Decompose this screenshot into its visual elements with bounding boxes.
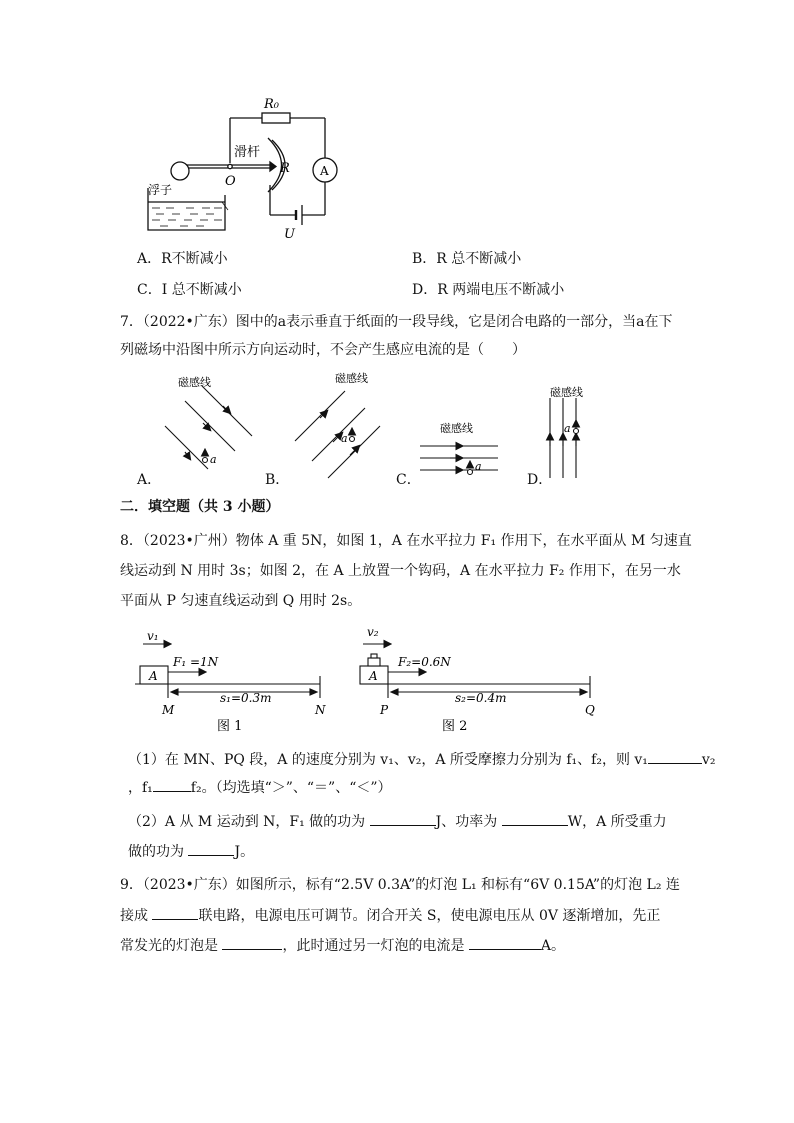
q7-stem-line2: 列磁场中沿图中所示方向运动时，不会产生感应电流的是（ ） — [120, 342, 526, 358]
fig1-end: N — [315, 703, 326, 717]
q8-stem-line1: 8．（2023•广州）物体 A 重 5N，如图 1，A 在水平拉力 F₁ 作用下，在水平面从 M 匀速直 — [120, 533, 692, 549]
q7-option-a[interactable]: A． — [137, 472, 162, 488]
answer-blank-power[interactable] — [502, 811, 568, 826]
fig1-f: F₁ =1N — [173, 655, 219, 669]
q8-stem-line3: 平面从 P 匀速直线运动到 Q 用时 2s。 — [120, 593, 362, 609]
q8-figures — [135, 622, 615, 742]
q9-stem-line1: 9．（2023•广东）如图所示，标有“2.5V 0.3A”的灯泡 L₁ 和标有“6V 0.15A”的灯泡 L₂ 连 — [120, 877, 680, 893]
fig2-start: P — [380, 703, 389, 717]
q6-option-a[interactable]: A．R不断减小 — [137, 251, 228, 267]
float-label: 浮子 — [148, 183, 173, 197]
fig2-f: F₂=0.6N — [398, 655, 451, 669]
answer-blank-current[interactable] — [469, 935, 541, 950]
wire-label-d: a — [564, 422, 571, 435]
wire-label-a: a — [210, 453, 217, 466]
q6-option-b[interactable]: B．R 总不断减小 — [412, 251, 522, 267]
fig2-block: A — [369, 669, 378, 683]
fig2-caption: 图 2 — [442, 719, 468, 734]
r-label: R — [280, 161, 290, 176]
q6-option-c[interactable]: C．I 总不断减小 — [137, 282, 242, 298]
q7-option-d[interactable]: D． — [527, 472, 553, 488]
q8-part2-line2: 做的功为 J。 — [128, 841, 254, 862]
field-label-c: 磁感线 — [440, 422, 473, 435]
voltage-label: U — [284, 227, 295, 242]
slider-label: 滑杆 — [234, 145, 261, 160]
fig1-caption: 图 1 — [217, 719, 243, 734]
q7-option-b[interactable]: B． — [265, 472, 290, 488]
fig1-v: v₁ — [147, 629, 159, 643]
fig1-s: s₁=0.3m — [220, 691, 272, 705]
q8-part2-line1: （2）A 从 M 运动到 N，F₁ 做的功为 J、功率为 W，A 所受重力 — [128, 811, 667, 832]
section-heading: 二．填空题（共 3 小题） — [120, 499, 280, 515]
wire-label-c: a — [475, 460, 482, 473]
circuit-diagram — [130, 90, 360, 250]
answer-blank-bulb[interactable] — [222, 935, 282, 950]
fig2-end: Q — [585, 703, 595, 717]
q9-stem-line3: 常发光的灯泡是 ，此时通过另一灯泡的电流是 A。 — [120, 935, 565, 956]
q8-stem-line2: 线运动到 N 用时 3s；如图 2，在 A 上放置一个钩码，A 在水平拉力 F₂ 作用下，在另一水 — [120, 563, 681, 579]
answer-blank-gravity-work[interactable] — [188, 841, 234, 856]
answer-blank-f[interactable] — [153, 777, 191, 792]
field-label-d: 磁感线 — [550, 386, 583, 399]
fig2-v: v₂ — [367, 625, 379, 639]
answer-blank-circuit-type[interactable] — [152, 905, 198, 920]
answer-blank-v[interactable] — [648, 749, 702, 764]
field-label-a: 磁感线 — [178, 376, 211, 389]
answer-blank-work[interactable] — [370, 811, 436, 826]
q7-stem-line1: 7．（2022•广东）图中的a表示垂直于纸面的一段导线，它是闭合电路的一部分，当a在下 — [120, 314, 673, 330]
pivot-label: O — [225, 174, 236, 189]
q8-part1-line2: ，f₁ f₂。（均选填“＞”、“＝”、“＜”） — [128, 777, 392, 798]
q9-stem-line2: 接成 联电路，电源电压可调节。闭合开关 S，使电源电压从 0V 逐渐增加，先正 — [120, 905, 660, 926]
q8-part1-line1: （1）在 MN、PQ 段，A 的速度分别为 v₁、v₂，A 所受摩擦力分别为 f₁、f₂，则 v₁ v₂ — [128, 749, 715, 770]
fig1-block: A — [149, 669, 158, 683]
q7-option-c[interactable]: C． — [396, 472, 421, 488]
fig1-start: M — [162, 703, 175, 717]
q6-option-d[interactable]: D．R 两端电压不断减小 — [412, 282, 565, 298]
fig2-s: s₂=0.4m — [455, 691, 507, 705]
wire-label-b: a — [341, 432, 348, 445]
r0-label: R₀ — [264, 97, 279, 112]
ammeter-label: A — [320, 164, 329, 178]
field-label-b: 磁感线 — [335, 372, 368, 385]
